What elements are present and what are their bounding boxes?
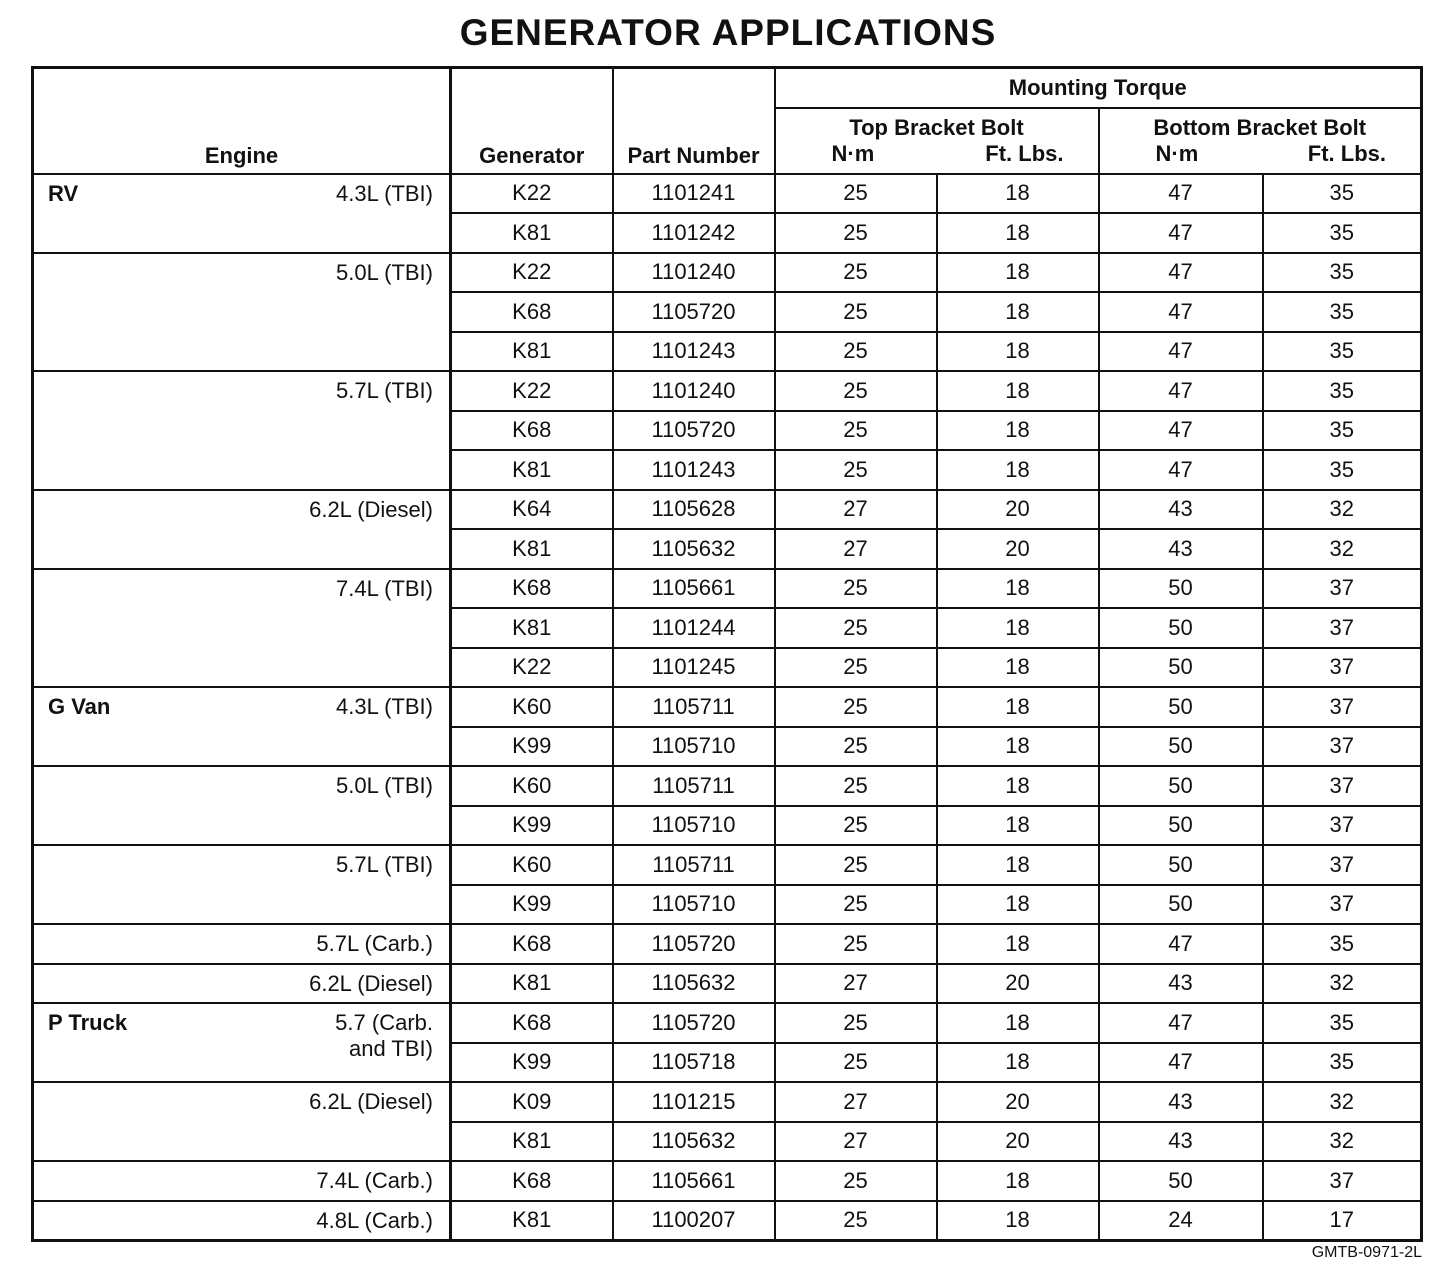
engine-cell: [33, 174, 451, 253]
generator-cell: K99: [451, 727, 613, 767]
bottom-nm-cell: 43: [1099, 490, 1263, 530]
part-number-cell: 1105720: [613, 1003, 775, 1043]
bottom-nm-cell: 47: [1099, 253, 1263, 293]
engine-cell-content: [34, 1083, 449, 1115]
top-ftlbs-cell: 18: [937, 845, 1099, 885]
generator-cell: K81: [451, 1201, 613, 1241]
engine-cell: [33, 1201, 451, 1241]
bottom-nm-cell: 47: [1099, 924, 1263, 964]
top-ftlbs-cell: 18: [937, 648, 1099, 688]
part-number-cell: 1105710: [613, 885, 775, 925]
engine-cell: [33, 924, 451, 964]
bottom-ftlbs-cell: 35: [1263, 1003, 1422, 1043]
top-nm-cell: 25: [775, 569, 937, 609]
part-number-cell: 1101240: [613, 253, 775, 293]
engine-cell: [33, 371, 451, 490]
top-ftlbs-cell: 18: [937, 687, 1099, 727]
bottom-nm-cell: 43: [1099, 1082, 1263, 1122]
engine-cell-content: [34, 570, 449, 602]
table-row: [33, 371, 1422, 411]
bottom-bracket-label: Bottom Bracket Bolt: [1153, 114, 1367, 140]
bottom-ftlbs-cell: 37: [1263, 1161, 1422, 1201]
bottom-nm-cell: 47: [1099, 292, 1263, 332]
engine-cell: [33, 253, 451, 372]
bottom-nm-cell: 47: [1099, 213, 1263, 253]
engine-cell: [33, 1082, 451, 1161]
bottom-nm-cell: 50: [1099, 885, 1263, 925]
bottom-ftlbs-cell: 32: [1263, 490, 1422, 530]
vehicle-label: P Truck: [48, 1010, 128, 1035]
top-nm-cell: 25: [775, 1201, 937, 1241]
bottom-ftlbs-cell: 35: [1263, 292, 1422, 332]
bottom-ftlbs-cell: 32: [1263, 964, 1422, 1004]
part-number-cell: 1101241: [613, 174, 775, 214]
bottom-nm-cell: 50: [1099, 766, 1263, 806]
bottom-nm-cell: 47: [1099, 174, 1263, 214]
top-nm-cell: 25: [775, 766, 937, 806]
engine-label: 5.7L (TBI): [336, 852, 433, 877]
top-nm-cell: 25: [775, 608, 937, 648]
engine-cell-content: [34, 925, 449, 957]
generator-cell: K09: [451, 1082, 613, 1122]
top-bracket-header: [775, 108, 1099, 174]
top-nm-cell: 25: [775, 411, 937, 451]
bottom-nm-cell: 43: [1099, 1122, 1263, 1162]
part-number-cell: 1105661: [613, 1161, 775, 1201]
bottom-bracket-header: [1099, 108, 1422, 174]
vehicle-label: G Van: [48, 694, 111, 719]
table-row: [33, 569, 1422, 609]
generator-cell: K22: [451, 253, 613, 293]
bottom-ftlbs-cell: 35: [1263, 450, 1422, 490]
engine-label: 5.7 (Carb. and TBI): [335, 1010, 433, 1061]
engine-label: 7.4L (TBI): [336, 575, 433, 601]
top-nm-cell: 27: [775, 490, 937, 530]
engine-label: 4.8L (Carb.): [316, 1207, 433, 1233]
table-row: [33, 490, 1422, 530]
generator-cell: K81: [451, 608, 613, 648]
bottom-ftlbs-cell: 35: [1263, 1043, 1422, 1083]
part-number-cell: 1105720: [613, 924, 775, 964]
part-number-cell: 1105632: [613, 529, 775, 569]
engine-cell: [33, 569, 451, 688]
table-row: [33, 924, 1422, 964]
engine-label: 5.0L (TBI): [336, 773, 433, 798]
top-ftlbs-cell: 18: [937, 1043, 1099, 1083]
vehicle-label: RV: [48, 180, 79, 206]
engine-label: 5.0L (TBI): [336, 259, 433, 285]
top-nm-cell: 25: [775, 213, 937, 253]
top-ftlbs-cell: 20: [937, 1122, 1099, 1162]
table-body: [33, 174, 1422, 1241]
bottom-nm-cell: 47: [1099, 371, 1263, 411]
part-number-cell: 1101243: [613, 332, 775, 372]
part-number-cell: 1101244: [613, 608, 775, 648]
table-row: [33, 964, 1422, 1004]
top-ftlbs-cell: 18: [937, 885, 1099, 925]
top-nm-cell: 25: [775, 924, 937, 964]
engine-label: 6.2L (Diesel): [309, 1089, 433, 1114]
table-row: [33, 845, 1422, 885]
bottom-ftlbs-cell: 37: [1263, 648, 1422, 688]
top-nm-cell: 27: [775, 1082, 937, 1122]
engine-label: 7.4L (Carb.): [316, 1168, 433, 1193]
engine-cell-content: [34, 1162, 449, 1194]
engine-cell-content: [34, 767, 449, 799]
generator-cell: K99: [451, 885, 613, 925]
part-number-cell: 1105632: [613, 964, 775, 1004]
bottom-ftlbs-cell: 37: [1263, 766, 1422, 806]
top-nm-unit: N·m: [831, 140, 875, 166]
engine-cell-content: [34, 688, 449, 720]
table-row: [33, 1003, 1422, 1043]
top-nm-cell: 25: [775, 727, 937, 767]
top-ftlbs-cell: 18: [937, 608, 1099, 648]
generator-cell: K68: [451, 924, 613, 964]
bottom-ftlbs-cell: 37: [1263, 885, 1422, 925]
bottom-nm-cell: 43: [1099, 964, 1263, 1004]
generator-cell: K22: [451, 371, 613, 411]
top-bracket-label: Top Bracket Bolt: [849, 114, 1024, 140]
generator-cell: K60: [451, 687, 613, 727]
top-ftlbs-cell: 18: [937, 213, 1099, 253]
bottom-ftlbs-cell: 37: [1263, 687, 1422, 727]
bottom-nm-cell: 24: [1099, 1201, 1263, 1241]
top-ftlbs-cell: 18: [937, 371, 1099, 411]
part-number-cell: 1105711: [613, 845, 775, 885]
top-nm-cell: 25: [775, 450, 937, 490]
generator-cell: K68: [451, 411, 613, 451]
top-ftlbs-cell: 18: [937, 450, 1099, 490]
table-row: [33, 174, 1422, 214]
generator-cell: K81: [451, 213, 613, 253]
engine-cell-content: [34, 846, 449, 878]
bottom-ftlbs-cell: 37: [1263, 845, 1422, 885]
bottom-ftlbs-cell: 37: [1263, 806, 1422, 846]
engine-label: 6.2L (Diesel): [309, 496, 433, 522]
part-number-cell: 1105718: [613, 1043, 775, 1083]
bottom-ftlbs-cell: 37: [1263, 727, 1422, 767]
bottom-nm-cell: 50: [1099, 608, 1263, 648]
bottom-nm-cell: 47: [1099, 1003, 1263, 1043]
engine-label: 5.7L (TBI): [336, 378, 433, 403]
bottom-nm-cell: 50: [1099, 648, 1263, 688]
figure-code: GMTB-0971-2L: [1311, 1244, 1422, 1261]
engine-cell-content: [34, 491, 449, 523]
engine-cell: [33, 490, 451, 569]
engine-header: Engine: [33, 68, 451, 174]
generator-cell: K81: [451, 1122, 613, 1162]
top-nm-cell: 25: [775, 648, 937, 688]
top-nm-cell: 25: [775, 1003, 937, 1043]
top-ftlbs-cell: 18: [937, 766, 1099, 806]
top-nm-cell: 25: [775, 845, 937, 885]
top-ftlbs-unit: Ft. Lbs.: [985, 140, 1064, 166]
engine-cell: [33, 964, 451, 1004]
engine-cell-content: [34, 254, 449, 286]
top-nm-cell: 25: [775, 332, 937, 372]
bottom-nm-cell: 47: [1099, 411, 1263, 451]
part-number-cell: 1101242: [613, 213, 775, 253]
engine-cell: [33, 766, 451, 845]
generator-cell: K68: [451, 1161, 613, 1201]
bottom-ftlbs-cell: 35: [1263, 371, 1422, 411]
part-number-cell: 1101245: [613, 648, 775, 688]
engine-cell: [33, 1003, 451, 1082]
part-number-cell: 1105710: [613, 727, 775, 767]
top-ftlbs-cell: 18: [937, 1161, 1099, 1201]
top-ftlbs-cell: 18: [937, 292, 1099, 332]
bottom-bracket-units: [1100, 141, 1421, 167]
top-nm-cell: 27: [775, 1122, 937, 1162]
part-number-cell: 1105711: [613, 766, 775, 806]
generator-cell: K60: [451, 845, 613, 885]
engine-label: 6.2L (Diesel): [309, 970, 433, 996]
table-row: [33, 1201, 1422, 1241]
engine-cell: [33, 687, 451, 766]
part-number-cell: 1105632: [613, 1122, 775, 1162]
generator-cell: K81: [451, 332, 613, 372]
engine-cell-content: [34, 175, 449, 207]
bottom-ftlbs-cell: 32: [1263, 529, 1422, 569]
top-ftlbs-cell: 18: [937, 727, 1099, 767]
bottom-nm-cell: 50: [1099, 687, 1263, 727]
table-row: [33, 1161, 1422, 1201]
bottom-ftlbs-unit: Ft. Lbs.: [1307, 140, 1386, 166]
part-number-cell: 1105710: [613, 806, 775, 846]
part-number-cell: 1101243: [613, 450, 775, 490]
table-row: [33, 687, 1422, 727]
top-nm-cell: 25: [775, 292, 937, 332]
top-ftlbs-cell: 18: [937, 174, 1099, 214]
top-nm-cell: 25: [775, 806, 937, 846]
table-row: [33, 1082, 1422, 1122]
part-number-cell: 1101240: [613, 371, 775, 411]
part-number-cell: 1105720: [613, 292, 775, 332]
part-number-cell: 1100207: [613, 1201, 775, 1241]
part-number-cell: 1105711: [613, 687, 775, 727]
generator-cell: K64: [451, 490, 613, 530]
generator-header: Generator: [451, 68, 613, 174]
bottom-ftlbs-cell: 17: [1263, 1201, 1422, 1241]
bottom-ftlbs-cell: 35: [1263, 213, 1422, 253]
top-nm-cell: 25: [775, 174, 937, 214]
generator-cell: K68: [451, 1003, 613, 1043]
bottom-nm-unit: N·m: [1155, 140, 1199, 166]
bottom-nm-cell: 50: [1099, 727, 1263, 767]
engine-cell-content: [34, 372, 449, 404]
bottom-ftlbs-cell: 32: [1263, 1122, 1422, 1162]
bottom-nm-cell: 50: [1099, 569, 1263, 609]
engine-cell-content: [34, 1004, 449, 1062]
top-nm-cell: 25: [775, 371, 937, 411]
bottom-ftlbs-cell: 35: [1263, 174, 1422, 214]
mounting-torque-header: Mounting Torque: [775, 68, 1422, 108]
generator-cell: K22: [451, 648, 613, 688]
bottom-nm-cell: 47: [1099, 332, 1263, 372]
top-ftlbs-cell: 20: [937, 964, 1099, 1004]
table-row: [33, 766, 1422, 806]
bottom-nm-cell: 47: [1099, 1043, 1263, 1083]
bottom-nm-cell: 47: [1099, 450, 1263, 490]
bottom-ftlbs-cell: 35: [1263, 411, 1422, 451]
top-ftlbs-cell: 20: [937, 490, 1099, 530]
engine-cell: [33, 1161, 451, 1201]
top-nm-cell: 25: [775, 687, 937, 727]
top-ftlbs-cell: 18: [937, 806, 1099, 846]
table-header: [33, 68, 1422, 174]
top-nm-cell: 25: [775, 885, 937, 925]
engine-cell-content: [34, 1202, 449, 1234]
generator-cell: K68: [451, 292, 613, 332]
bottom-ftlbs-cell: 32: [1263, 1082, 1422, 1122]
top-nm-cell: 25: [775, 1161, 937, 1201]
generator-cell: K99: [451, 1043, 613, 1083]
top-nm-cell: 27: [775, 529, 937, 569]
engine-cell-content: [34, 965, 449, 997]
generator-cell: K60: [451, 766, 613, 806]
engine-label: 4.3L (TBI): [336, 180, 433, 206]
engine-label: 5.7L (Carb.): [316, 931, 433, 956]
bottom-nm-cell: 50: [1099, 845, 1263, 885]
part-number-cell: 1105628: [613, 490, 775, 530]
top-ftlbs-cell: 18: [937, 1201, 1099, 1241]
top-ftlbs-cell: 20: [937, 1082, 1099, 1122]
generator-applications-table: [31, 66, 1423, 1242]
bottom-nm-cell: 43: [1099, 529, 1263, 569]
top-ftlbs-cell: 20: [937, 529, 1099, 569]
top-nm-cell: 25: [775, 253, 937, 293]
top-bracket-units: [776, 141, 1098, 167]
part-number-header: Part Number: [613, 68, 775, 174]
bottom-ftlbs-cell: 35: [1263, 253, 1422, 293]
top-nm-cell: 27: [775, 964, 937, 1004]
part-number-cell: 1101215: [613, 1082, 775, 1122]
table-row: [33, 253, 1422, 293]
part-number-cell: 1105720: [613, 411, 775, 451]
generator-cell: K81: [451, 529, 613, 569]
top-ftlbs-cell: 18: [937, 332, 1099, 372]
engine-label: 4.3L (TBI): [336, 694, 433, 719]
bottom-ftlbs-cell: 37: [1263, 608, 1422, 648]
page-title: GENERATOR APPLICATIONS: [459, 12, 997, 53]
generator-cell: K22: [451, 174, 613, 214]
engine-cell: [33, 845, 451, 924]
top-ftlbs-cell: 18: [937, 924, 1099, 964]
top-ftlbs-cell: 18: [937, 253, 1099, 293]
top-ftlbs-cell: 18: [937, 569, 1099, 609]
generator-cell: K81: [451, 450, 613, 490]
top-ftlbs-cell: 18: [937, 411, 1099, 451]
generator-cell: K81: [451, 964, 613, 1004]
generator-cell: K68: [451, 569, 613, 609]
top-nm-cell: 25: [775, 1043, 937, 1083]
top-ftlbs-cell: 18: [937, 1003, 1099, 1043]
bottom-nm-cell: 50: [1099, 806, 1263, 846]
bottom-nm-cell: 50: [1099, 1161, 1263, 1201]
part-number-cell: 1105661: [613, 569, 775, 609]
generator-cell: K99: [451, 806, 613, 846]
bottom-ftlbs-cell: 37: [1263, 569, 1422, 609]
bottom-ftlbs-cell: 35: [1263, 924, 1422, 964]
bottom-ftlbs-cell: 35: [1263, 332, 1422, 372]
